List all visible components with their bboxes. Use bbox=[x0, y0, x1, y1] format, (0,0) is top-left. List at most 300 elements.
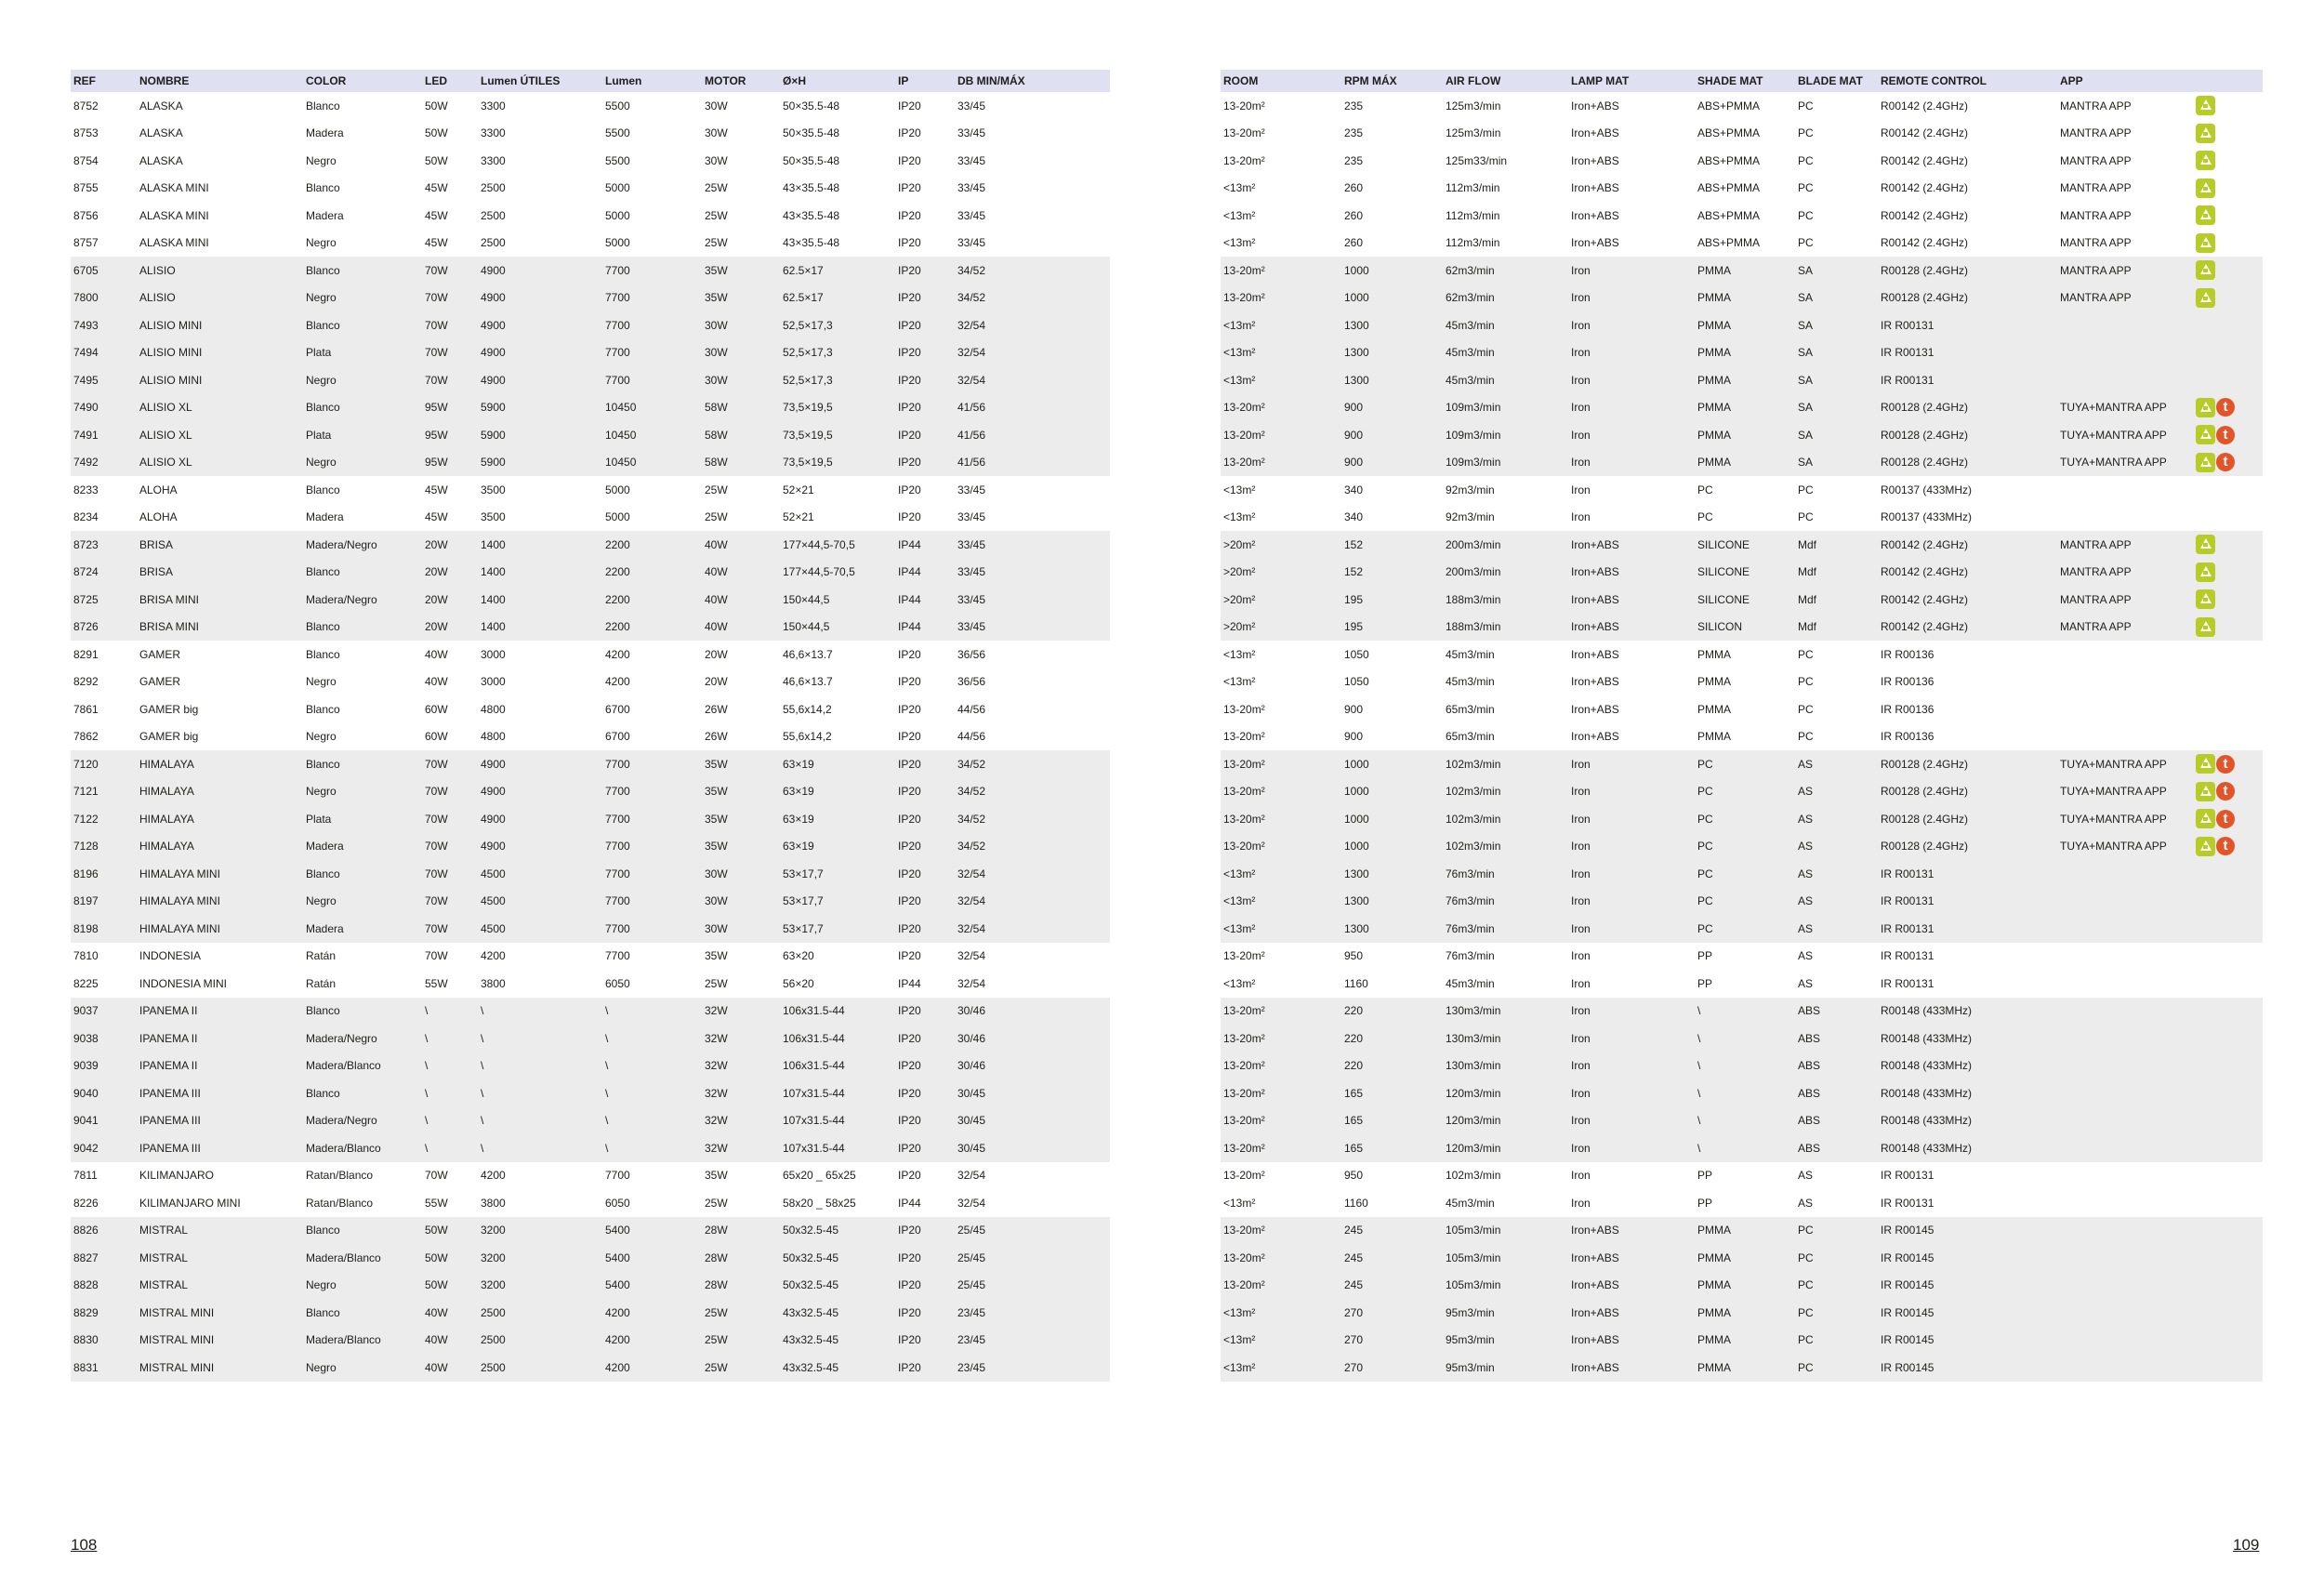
cell-rpm-m-x: 195 bbox=[1341, 614, 1443, 642]
table-row bbox=[1221, 943, 2263, 971]
cell-led: \ bbox=[422, 998, 478, 1026]
cell-led: \ bbox=[422, 1025, 478, 1052]
cell-blade-mat: SA bbox=[1795, 394, 1878, 422]
cell-h: 65x20 _ 65x25 bbox=[783, 1169, 856, 1183]
cell-motor: 32W bbox=[702, 1025, 780, 1052]
cell-app-icons bbox=[2193, 1134, 2263, 1162]
cell-motor: 28W bbox=[702, 1217, 780, 1245]
cell-lumen: 7700 bbox=[605, 1169, 630, 1183]
cell-color: Madera bbox=[306, 510, 344, 524]
cell-app bbox=[2057, 311, 2193, 339]
cell-room: 13-20m² bbox=[1221, 285, 1341, 312]
cell-db-min-m-x: 33/45 bbox=[957, 126, 986, 140]
table-row bbox=[1221, 1299, 2263, 1327]
cell-color: Blanco bbox=[303, 998, 422, 1026]
cell-lumen: 10450 bbox=[602, 421, 702, 449]
cell-h: 50×35.5-48 bbox=[783, 99, 840, 112]
tuya-app-icon bbox=[2216, 755, 2235, 774]
table-row bbox=[71, 860, 1110, 888]
cell-lumen: 7700 bbox=[602, 888, 702, 916]
table-row bbox=[71, 285, 1110, 312]
app-icons bbox=[2196, 998, 2263, 1025]
cell-shade-mat: PC bbox=[1695, 860, 1795, 888]
cell-ip: IP20 bbox=[895, 1079, 955, 1107]
cell-blade-mat: AS bbox=[1798, 1169, 1814, 1183]
cell-air-flow: 105m3/min bbox=[1443, 1272, 1568, 1300]
app-icons bbox=[2196, 1217, 2263, 1244]
cell-led: \ bbox=[422, 1134, 478, 1162]
cell-db-min-m-x: 32/54 bbox=[957, 1169, 986, 1183]
cell-db-min-m-x: 33/45 bbox=[957, 483, 986, 496]
cell-room: <13m² bbox=[1223, 236, 1256, 250]
cell-nombre: INDONESIA bbox=[139, 949, 202, 963]
col-header-h: Ø×H bbox=[780, 70, 895, 92]
cell-nombre: GAMER big bbox=[139, 730, 199, 744]
cell-rpm-m-x: 260 bbox=[1344, 236, 1364, 250]
cell-app bbox=[2057, 695, 2193, 723]
cell-remote-control: R00128 (2.4GHz) bbox=[1878, 449, 2057, 477]
cell-rpm-m-x: 1000 bbox=[1341, 805, 1443, 833]
cell-app-icons bbox=[2193, 559, 2263, 587]
col-header-motor: MOTOR bbox=[702, 70, 780, 92]
cell-lamp-mat: Iron+ABS bbox=[1571, 181, 1619, 195]
cell-h: 177×44,5-70,5 bbox=[780, 531, 895, 559]
cell-h: 63×20 bbox=[783, 949, 814, 963]
cell-nombre: IPANEMA III bbox=[137, 1134, 303, 1162]
cell-air-flow: 65m3/min bbox=[1446, 730, 1495, 744]
app-icons bbox=[2196, 147, 2263, 174]
cell-ref: 8755 bbox=[73, 181, 99, 195]
cell-air-flow: 95m3/min bbox=[1443, 1327, 1568, 1355]
cell-remote-control: R00142 (2.4GHz) bbox=[1881, 236, 1969, 250]
cell-remote-control: R00128 (2.4GHz) bbox=[1878, 394, 2057, 422]
cell-rpm-m-x: 1300 bbox=[1341, 860, 1443, 888]
cell-nombre: BRISA bbox=[137, 559, 303, 587]
cell-remote-control: IR R00136 bbox=[1881, 647, 1934, 661]
cell-rpm-m-x: 165 bbox=[1341, 1134, 1443, 1162]
cell-db-min-m-x: 32/54 bbox=[955, 311, 1110, 339]
col-header-app: APP bbox=[2057, 70, 2193, 92]
cell-nombre: HIMALAYA MINI bbox=[137, 915, 303, 943]
cell-db-min-m-x: 32/54 bbox=[955, 339, 1110, 367]
cell-motor: 25W bbox=[702, 1299, 780, 1327]
cell-ref: 7491 bbox=[71, 421, 137, 449]
cell-ip: IP20 bbox=[898, 153, 921, 167]
cell-led: 70W bbox=[422, 257, 478, 285]
cell-ref: 7810 bbox=[73, 949, 99, 963]
cell-shade-mat: PMMA bbox=[1697, 730, 1731, 744]
cell-lamp-mat: Iron+ABS bbox=[1571, 730, 1619, 744]
cell-app: MANTRA APP bbox=[2057, 614, 2193, 642]
app-icons bbox=[2196, 614, 2263, 641]
col-header-rpm-m-x: RPM MÁX bbox=[1341, 70, 1443, 92]
table-row bbox=[1221, 394, 2263, 422]
cell-room: <13m² bbox=[1221, 1299, 1341, 1327]
table-row bbox=[1221, 641, 2263, 668]
cell-app: MANTRA APP bbox=[2057, 285, 2193, 312]
cell-motor: 35W bbox=[702, 778, 780, 806]
cell-air-flow: 45m3/min bbox=[1443, 311, 1568, 339]
cell-room: >20m² bbox=[1221, 531, 1341, 559]
cell-shade-mat: ABS+PMMA bbox=[1697, 153, 1761, 167]
cell-app-icons bbox=[2193, 120, 2263, 148]
cell-shade-mat: PC bbox=[1695, 915, 1795, 943]
cell-room: 13-20m² bbox=[1221, 1272, 1341, 1300]
cell-lamp-mat: Iron bbox=[1568, 888, 1695, 916]
cell-db-min-m-x: 23/45 bbox=[955, 1299, 1110, 1327]
cell-h: 73,5×19,5 bbox=[780, 449, 895, 477]
cell-air-flow: 188m3/min bbox=[1443, 614, 1568, 642]
cell-ip: IP20 bbox=[895, 366, 955, 394]
cell-rpm-m-x: 260 bbox=[1344, 208, 1364, 222]
cell-nombre: ALISIO MINI bbox=[137, 311, 303, 339]
cell-nombre: MISTRAL bbox=[137, 1272, 303, 1300]
cell-motor: 25W bbox=[705, 1196, 728, 1210]
table-row bbox=[71, 1217, 1110, 1245]
cell-air-flow: 102m3/min bbox=[1443, 805, 1568, 833]
cell-lumen-tiles: 4200 bbox=[481, 949, 506, 963]
cell-lumen: 5000 bbox=[605, 236, 630, 250]
cell-air-flow: 95m3/min bbox=[1443, 1354, 1568, 1382]
cell-lumen-tiles: 1400 bbox=[478, 559, 602, 587]
cell-db-min-m-x: 33/45 bbox=[957, 510, 986, 524]
cell-lumen: 5400 bbox=[602, 1272, 702, 1300]
cell-room: 13-20m² bbox=[1221, 998, 1341, 1026]
mantra-app-icon bbox=[2196, 288, 2215, 308]
cell-app: MANTRA APP bbox=[2060, 153, 2132, 167]
cell-shade-mat: PP bbox=[1697, 1169, 1713, 1183]
cell-air-flow: 105m3/min bbox=[1443, 1244, 1568, 1272]
cell-app bbox=[2057, 1217, 2193, 1245]
cell-lumen: 5500 bbox=[605, 153, 630, 167]
cell-app-icons bbox=[2193, 586, 2263, 614]
cell-remote-control: IR R00145 bbox=[1878, 1217, 2057, 1245]
app-icons bbox=[2196, 120, 2263, 147]
cell-nombre: IPANEMA III bbox=[137, 1107, 303, 1135]
table-row bbox=[71, 614, 1110, 642]
cell-lumen: 4200 bbox=[605, 675, 630, 689]
cell-lamp-mat: Iron+ABS bbox=[1571, 126, 1619, 140]
mantra-app-icon bbox=[2196, 617, 2215, 637]
cell-blade-mat: ABS bbox=[1795, 1107, 1878, 1135]
cell-color: Madera/Blanco bbox=[303, 1052, 422, 1080]
cell-led: 95W bbox=[422, 449, 478, 477]
cell-color: Madera bbox=[306, 126, 344, 140]
cell-shade-mat: PMMA bbox=[1695, 339, 1795, 367]
cell-lamp-mat: Iron bbox=[1571, 976, 1591, 990]
cell-nombre: IPANEMA II bbox=[137, 1025, 303, 1052]
cell-h: 73,5×19,5 bbox=[780, 421, 895, 449]
cell-nombre: INDONESIA MINI bbox=[139, 976, 228, 990]
cell-nombre: BRISA MINI bbox=[137, 586, 303, 614]
cell-remote-control: R00137 (433MHz) bbox=[1881, 483, 1973, 496]
cell-lamp-mat: Iron bbox=[1571, 483, 1591, 496]
cell-h: 52,5×17,3 bbox=[780, 366, 895, 394]
cell-led: 40W bbox=[425, 647, 448, 661]
cell-lumen: 2200 bbox=[602, 614, 702, 642]
cell-blade-mat: PC bbox=[1798, 730, 1814, 744]
cell-room: <13m² bbox=[1221, 1327, 1341, 1355]
cell-air-flow: 45m3/min bbox=[1443, 339, 1568, 367]
cell-lamp-mat: Iron bbox=[1568, 998, 1695, 1026]
table-row bbox=[71, 230, 1110, 258]
cell-lumen: 4200 bbox=[602, 1327, 702, 1355]
cell-air-flow: 65m3/min bbox=[1446, 702, 1495, 716]
cell-room: <13m² bbox=[1223, 1196, 1256, 1210]
cell-lumen: 2200 bbox=[602, 586, 702, 614]
cell-h: 52×21 bbox=[783, 510, 814, 524]
cell-nombre: IPANEMA II bbox=[137, 998, 303, 1026]
cell-room: 13-20m² bbox=[1221, 449, 1341, 477]
cell-h: 55,6x14,2 bbox=[783, 702, 832, 716]
cell-db-min-m-x: 33/45 bbox=[957, 236, 986, 250]
table-header-row bbox=[1221, 70, 2263, 92]
mantra-app-icon bbox=[2196, 837, 2215, 856]
cell-blade-mat: ABS bbox=[1795, 1079, 1878, 1107]
cell-h: 106x31.5-44 bbox=[780, 998, 895, 1026]
cell-ref: 8754 bbox=[73, 153, 99, 167]
cell-room: 13-20m² bbox=[1221, 1052, 1341, 1080]
cell-lumen-tiles: 3800 bbox=[481, 976, 506, 990]
app-icons bbox=[2196, 1052, 2263, 1079]
cell-led: 45W bbox=[425, 483, 448, 496]
table-row bbox=[1221, 723, 2263, 751]
cell-rpm-m-x: 1000 bbox=[1341, 778, 1443, 806]
cell-air-flow: 76m3/min bbox=[1446, 949, 1495, 963]
cell-color: Blanco bbox=[303, 257, 422, 285]
tuya-app-icon bbox=[2216, 426, 2235, 444]
cell-rpm-m-x: 950 bbox=[1344, 949, 1364, 963]
cell-color: Ratán bbox=[306, 976, 337, 990]
cell-lamp-mat: Iron bbox=[1568, 449, 1695, 477]
cell-motor: 25W bbox=[705, 236, 728, 250]
cell-blade-mat: ABS bbox=[1795, 1052, 1878, 1080]
cell-lamp-mat: Iron+ABS bbox=[1571, 702, 1619, 716]
cell-shade-mat: ABS+PMMA bbox=[1697, 99, 1761, 112]
cell-db-min-m-x: 30/46 bbox=[955, 1052, 1110, 1080]
table-row bbox=[71, 531, 1110, 559]
cell-color: Madera/Blanco bbox=[303, 1134, 422, 1162]
cell-air-flow: 125m3/min bbox=[1446, 126, 1501, 140]
cell-motor: 30W bbox=[702, 366, 780, 394]
cell-color: Negro bbox=[306, 236, 337, 250]
cell-lamp-mat: Iron bbox=[1568, 339, 1695, 367]
cell-lumen: \ bbox=[602, 1107, 702, 1135]
cell-rpm-m-x: 1160 bbox=[1344, 976, 1368, 990]
spec-table-left bbox=[71, 70, 1110, 1382]
cell-rpm-m-x: 1300 bbox=[1341, 888, 1443, 916]
cell-lumen: \ bbox=[602, 1052, 702, 1080]
table-row bbox=[1221, 778, 2263, 806]
cell-rpm-m-x: 165 bbox=[1341, 1107, 1443, 1135]
cell-motor: 20W bbox=[705, 675, 728, 689]
cell-db-min-m-x: 34/52 bbox=[955, 257, 1110, 285]
cell-color: Blanco bbox=[306, 99, 340, 112]
cell-remote-control: R00142 (2.4GHz) bbox=[1881, 126, 1969, 140]
cell-blade-mat: AS bbox=[1795, 833, 1878, 861]
app-icons bbox=[2196, 449, 2263, 476]
cell-ref: 7811 bbox=[73, 1169, 98, 1183]
cell-lumen: 7700 bbox=[602, 366, 702, 394]
cell-ref: 7861 bbox=[73, 702, 99, 716]
app-icons bbox=[2196, 1327, 2263, 1354]
cell-ref: 8198 bbox=[71, 915, 137, 943]
cell-h: 46,6×13.7 bbox=[783, 675, 833, 689]
cell-lumen-tiles: 3200 bbox=[478, 1272, 602, 1300]
cell-lumen-tiles: 4900 bbox=[478, 257, 602, 285]
mantra-app-icon bbox=[2196, 151, 2215, 170]
cell-ip: IP20 bbox=[895, 1244, 955, 1272]
cell-motor: 25W bbox=[705, 510, 728, 524]
cell-blade-mat: PC bbox=[1795, 1272, 1878, 1300]
cell-nombre: ALISIO bbox=[137, 285, 303, 312]
mantra-app-icon bbox=[2196, 589, 2215, 609]
cell-lumen-tiles: 4500 bbox=[478, 888, 602, 916]
cell-remote-control: R00128 (2.4GHz) bbox=[1878, 778, 2057, 806]
cell-room: 13-20m² bbox=[1221, 1025, 1341, 1052]
cell-shade-mat: PMMA bbox=[1695, 1244, 1795, 1272]
cell-lumen: \ bbox=[602, 1134, 702, 1162]
cell-remote-control: IR R00145 bbox=[1878, 1299, 2057, 1327]
cell-motor: 26W bbox=[705, 702, 728, 716]
cell-db-min-m-x: 33/45 bbox=[955, 559, 1110, 587]
app-icons bbox=[2196, 1107, 2263, 1134]
app-icons bbox=[2196, 230, 2263, 257]
cell-lumen-tiles: 4800 bbox=[481, 730, 506, 744]
cell-h: 73,5×19,5 bbox=[780, 394, 895, 422]
cell-led: 60W bbox=[425, 702, 448, 716]
table-row bbox=[1221, 614, 2263, 642]
table-row bbox=[1221, 1079, 2263, 1107]
cell-ip: IP20 bbox=[895, 394, 955, 422]
cell-remote-control: IR R00145 bbox=[1878, 1327, 2057, 1355]
mantra-app-icon bbox=[2196, 562, 2215, 582]
cell-shade-mat: PP bbox=[1697, 976, 1713, 990]
table-row bbox=[1221, 202, 2263, 230]
table-row bbox=[1221, 476, 2263, 504]
cell-lamp-mat: Iron+ABS bbox=[1568, 1244, 1695, 1272]
cell-lumen: 7700 bbox=[602, 915, 702, 943]
cell-db-min-m-x: 41/56 bbox=[955, 449, 1110, 477]
cell-shade-mat: PMMA bbox=[1697, 675, 1731, 689]
cell-db-min-m-x: 41/56 bbox=[955, 394, 1110, 422]
cell-rpm-m-x: 220 bbox=[1341, 1052, 1443, 1080]
table-row bbox=[1221, 586, 2263, 614]
cell-app: MANTRA APP bbox=[2060, 236, 2132, 250]
table-row bbox=[1221, 1134, 2263, 1162]
cell-led: 70W bbox=[425, 1169, 448, 1183]
cell-lumen-tiles: \ bbox=[478, 1025, 602, 1052]
cell-app-icons bbox=[2193, 888, 2263, 916]
mantra-app-icon bbox=[2196, 233, 2215, 253]
cell-ip: IP20 bbox=[898, 181, 921, 195]
cell-room: 13-20m² bbox=[1223, 99, 1265, 112]
cell-color: Blanco bbox=[303, 394, 422, 422]
cell-led: \ bbox=[422, 1079, 478, 1107]
cell-blade-mat: PC bbox=[1798, 675, 1814, 689]
cell-led: 70W bbox=[422, 311, 478, 339]
cell-rpm-m-x: 1000 bbox=[1341, 285, 1443, 312]
cell-h: 107x31.5-44 bbox=[780, 1079, 895, 1107]
cell-lamp-mat: Iron+ABS bbox=[1568, 614, 1695, 642]
cell-remote-control: IR R00136 bbox=[1881, 702, 1934, 716]
cell-air-flow: 45m3/min bbox=[1446, 647, 1495, 661]
table-row bbox=[1221, 504, 2263, 532]
cell-app-icons bbox=[2193, 366, 2263, 394]
cell-lumen: 5400 bbox=[602, 1217, 702, 1245]
cell-motor: 40W bbox=[702, 559, 780, 587]
cell-color: Blanco bbox=[303, 1217, 422, 1245]
table-row bbox=[71, 339, 1110, 367]
cell-rpm-m-x: 1000 bbox=[1341, 833, 1443, 861]
cell-motor: 25W bbox=[702, 1354, 780, 1382]
cell-lamp-mat: Iron bbox=[1568, 257, 1695, 285]
cell-led: 70W bbox=[422, 778, 478, 806]
cell-led: 40W bbox=[422, 1354, 478, 1382]
cell-remote-control: IR R00131 bbox=[1881, 949, 1934, 963]
cell-app-icons bbox=[2193, 833, 2263, 861]
cell-lumen: \ bbox=[602, 1025, 702, 1052]
cell-ref: 6705 bbox=[71, 257, 137, 285]
cell-db-min-m-x: 33/45 bbox=[955, 531, 1110, 559]
tuya-app-icon bbox=[2216, 837, 2235, 855]
cell-ref: 8831 bbox=[71, 1354, 137, 1382]
table-row bbox=[71, 449, 1110, 477]
cell-ref: 8829 bbox=[71, 1299, 137, 1327]
cell-room: 13-20m² bbox=[1221, 805, 1341, 833]
table-row bbox=[71, 559, 1110, 587]
cell-color: Negro bbox=[303, 1354, 422, 1382]
cell-led: 70W bbox=[422, 285, 478, 312]
cell-color: Blanco bbox=[303, 1079, 422, 1107]
cell-app: MANTRA APP bbox=[2060, 99, 2132, 112]
cell-room: 13-20m² bbox=[1221, 257, 1341, 285]
cell-remote-control: IR R00131 bbox=[1881, 976, 1934, 990]
cell-h: 62.5×17 bbox=[780, 285, 895, 312]
cell-blade-mat: PC bbox=[1798, 702, 1814, 716]
cell-ip: IP44 bbox=[895, 531, 955, 559]
cell-blade-mat: PC bbox=[1798, 181, 1814, 195]
cell-led: 70W bbox=[422, 915, 478, 943]
tuya-app-icon bbox=[2216, 810, 2235, 828]
cell-led: 20W bbox=[422, 586, 478, 614]
cell-h: 63×19 bbox=[780, 805, 895, 833]
cell-app-icons bbox=[2193, 695, 2263, 723]
cell-shade-mat: PMMA bbox=[1695, 285, 1795, 312]
cell-app bbox=[2057, 1107, 2193, 1135]
cell-rpm-m-x: 235 bbox=[1344, 126, 1364, 140]
table-row bbox=[71, 504, 1110, 532]
cell-nombre: ALISIO MINI bbox=[137, 339, 303, 367]
cell-nombre: ALASKA MINI bbox=[139, 236, 209, 250]
cell-ip: IP20 bbox=[895, 311, 955, 339]
cell-room: <13m² bbox=[1223, 976, 1256, 990]
cell-air-flow: 200m3/min bbox=[1443, 531, 1568, 559]
app-icons bbox=[2196, 970, 2263, 997]
cell-ref: 8753 bbox=[73, 126, 99, 140]
cell-app bbox=[2057, 723, 2193, 751]
cell-app: TUYA+MANTRA APP bbox=[2057, 833, 2193, 861]
cell-h: 52,5×17,3 bbox=[780, 339, 895, 367]
cell-shade-mat: PC bbox=[1695, 833, 1795, 861]
cell-remote-control: R00128 (2.4GHz) bbox=[1878, 257, 2057, 285]
cell-lamp-mat: Iron+ABS bbox=[1568, 1299, 1695, 1327]
cell-lamp-mat: Iron+ABS bbox=[1571, 99, 1619, 112]
table-row bbox=[71, 92, 1110, 120]
cell-air-flow: 102m3/min bbox=[1443, 833, 1568, 861]
cell-lumen-tiles: 1400 bbox=[478, 531, 602, 559]
cell-remote-control: IR R00131 bbox=[1878, 311, 2057, 339]
